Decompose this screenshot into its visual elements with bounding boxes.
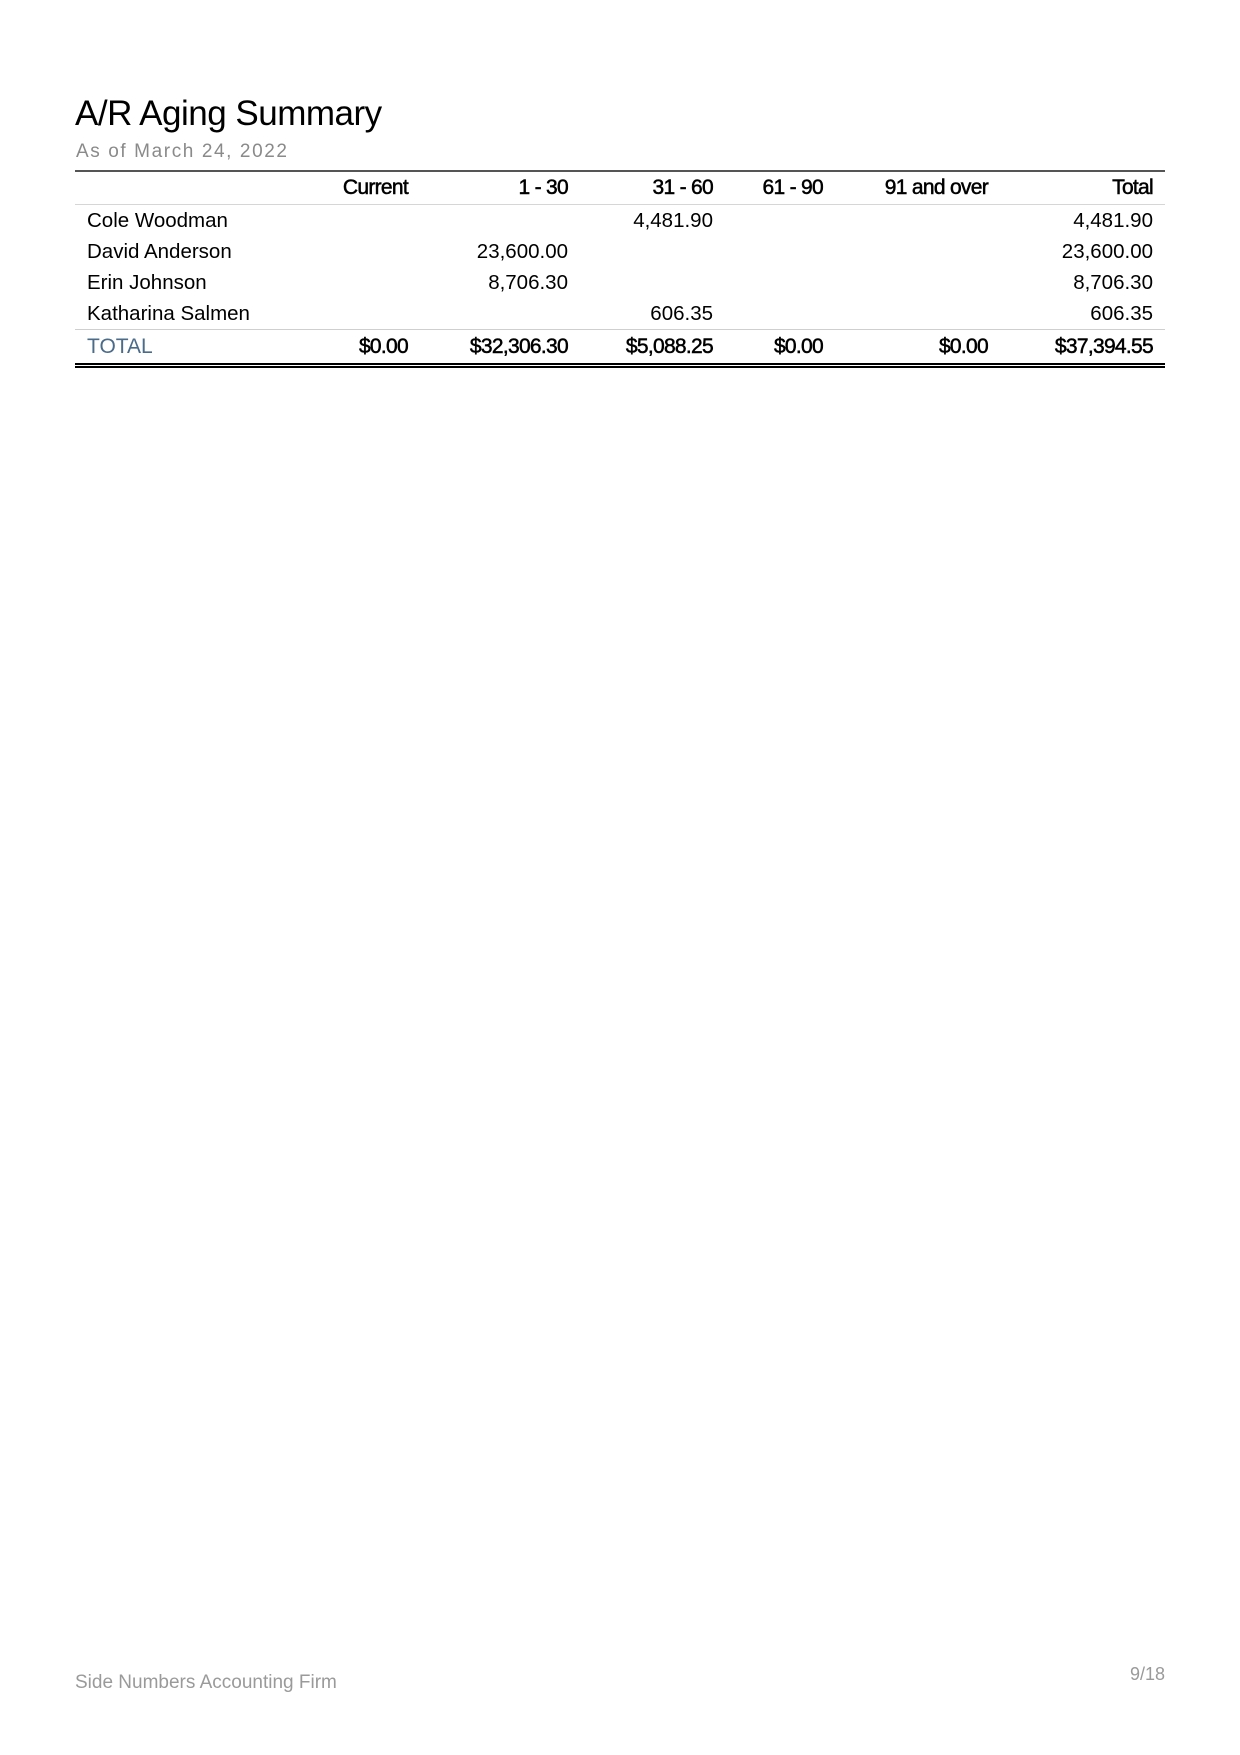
days-91-over-value [835,267,1000,298]
days-91-over-value [835,236,1000,267]
row-total-value: 606.35 [1090,301,1153,325]
total-31-60: $5,088.25 [580,330,725,366]
current-value [295,267,420,298]
row-total-value: 8,706.30 [1073,270,1153,294]
days-31-60-value [580,236,725,267]
total-91-over: $0.00 [835,330,1000,366]
total-label: TOTAL [75,330,295,366]
report-title: A/R Aging Summary [75,94,382,133]
table-row [75,267,1165,298]
header-total: Total [1000,171,1165,205]
report-date: As of March 24, 2022 [76,141,289,162]
days-61-90-value [725,236,835,267]
table-row [75,298,1165,330]
total-1-30: $32,306.30 [420,330,580,366]
header-customer [75,171,295,205]
current-value [295,236,420,267]
days-1-30-value [420,298,580,330]
row-total-value: 4,481.90 [1073,208,1153,232]
days-31-60-value: 4,481.90 [633,208,713,232]
header-1-30: 1 - 30 [420,171,580,205]
days-1-30-value: 23,600.00 [476,239,568,263]
total-current: $0.00 [295,330,420,366]
header-61-90: 61 - 90 [725,171,835,205]
days-61-90-value [725,205,835,237]
footer-firm-name: Side Numbers Accounting Firm [75,1672,337,1693]
days-31-60-value [580,267,725,298]
customer-name: Erin Johnson [87,270,207,294]
page-number: 9/18 [1129,1664,1165,1684]
customer-name: Cole Woodman [87,208,228,232]
table-row [75,205,1165,237]
current-value [295,298,420,330]
header-91-over: 91 and over [835,171,1000,205]
customer-name: David Anderson [87,239,232,263]
current-value [295,205,420,237]
total-61-90: $0.00 [725,330,835,366]
total-row [75,330,1165,366]
grand-total: $37,394.55 [1000,330,1165,366]
aging-table [75,170,1165,368]
days-61-90-value [725,267,835,298]
header-31-60: 31 - 60 [580,171,725,205]
header-current: Current [295,171,420,205]
days-31-60-value: 606.35 [650,301,713,325]
days-91-over-value [835,205,1000,237]
row-total-value: 23,600.00 [1061,239,1153,263]
customer-name: Katharina Salmen [87,301,250,325]
days-1-30-value [420,205,580,237]
days-61-90-value [725,298,835,330]
days-91-over-value [835,298,1000,330]
table-row [75,236,1165,267]
days-1-30-value: 8,706.30 [488,270,568,294]
header-row [75,171,1165,205]
